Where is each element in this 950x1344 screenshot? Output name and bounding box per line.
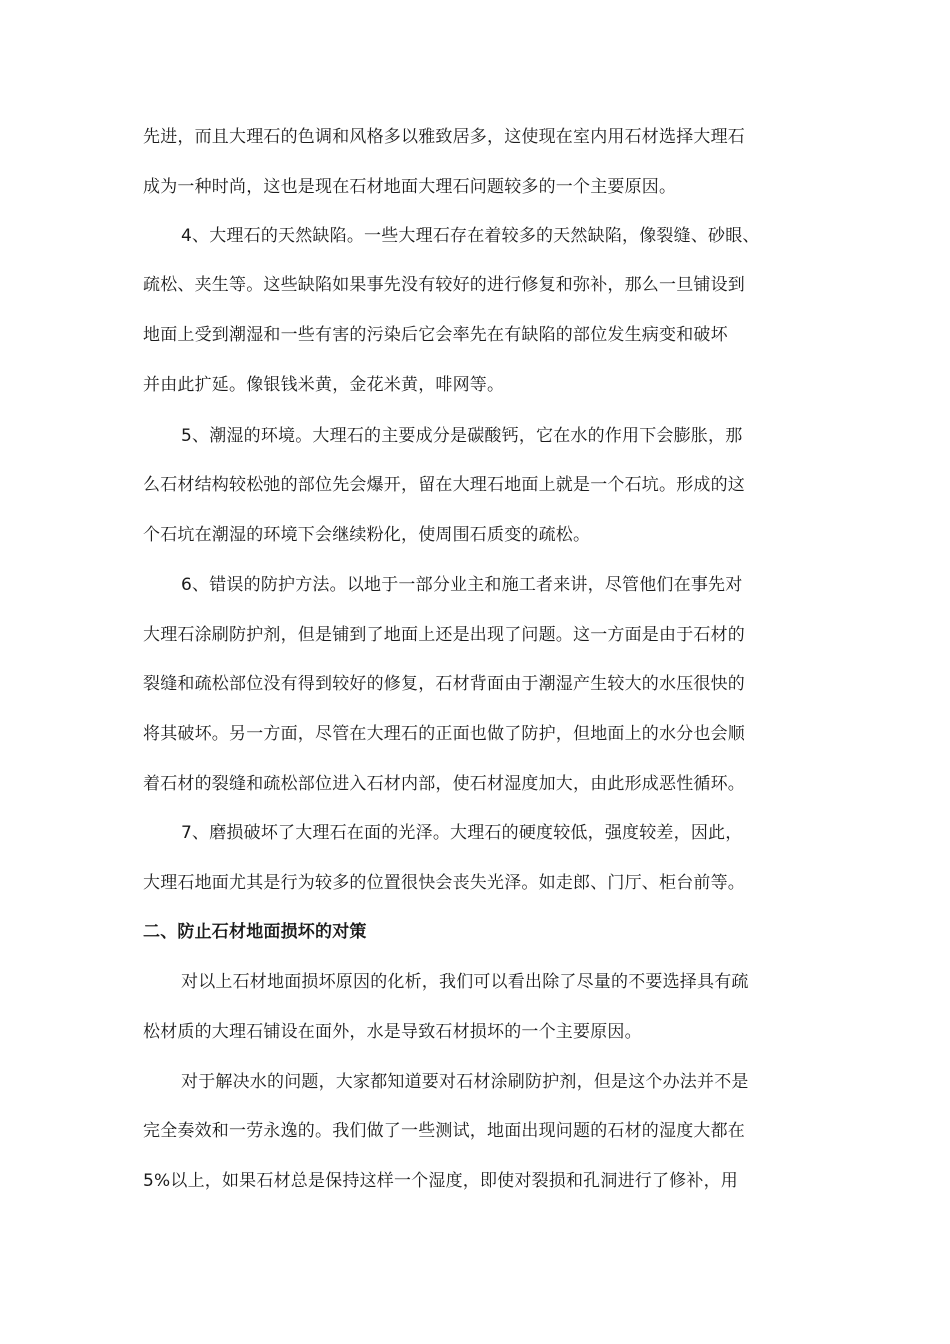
paragraph-line: 着石材的裂缝和疏松部位进入石材内部，使石材湿度加大，由此形成恶性循环。 bbox=[143, 774, 745, 794]
paragraph-line: 5%以上，如果石材总是保持这样一个湿度，即使对裂损和孔洞进行了修补，用 bbox=[143, 1171, 738, 1191]
paragraph-line: 对于解决水的问题，大家都知道要对石材涂刷防护剂，但是这个办法并不是 bbox=[181, 1072, 749, 1092]
paragraph-line: 大理石涂刷防护剂，但是铺到了地面上还是出现了问题。这一方面是由于石材的 bbox=[143, 625, 745, 645]
paragraph-line: 4、大理石的天然缺陷。一些大理石存在着较多的天然缺陷，像裂缝、砂眼、 bbox=[181, 226, 760, 246]
paragraph-line: 将其破坏。另一方面，尽管在大理石的正面也做了防护，但地面上的水分也会顺 bbox=[143, 724, 745, 744]
paragraph-line: 个石坑在潮湿的环境下会继续粉化，使周围石质变的疏松。 bbox=[143, 525, 591, 545]
paragraph-line: 么石材结构较松弛的部位先会爆开，留在大理石地面上就是一个石坑。形成的这 bbox=[143, 475, 745, 495]
section-heading: 二、防止石材地面损坏的对策 bbox=[143, 922, 367, 942]
paragraph-line: 疏松、夹生等。这些缺陷如果事先没有较好的进行修复和弥补，那么一旦铺设到 bbox=[143, 275, 745, 295]
paragraph-line: 先进，而且大理石的色调和风格多以雅致居多，这使现在室内用石材选择大理石 bbox=[143, 127, 745, 147]
paragraph-line: 7、磨损破坏了大理石在面的光泽。大理石的硬度较低，强度较差，因此， bbox=[181, 823, 743, 843]
paragraph-line: 完全奏效和一劳永逸的。我们做了一些测试，地面出现问题的石材的湿度大都在 bbox=[143, 1121, 745, 1141]
paragraph-line: 5、潮湿的环境。大理石的主要成分是碳酸钙，它在水的作用下会膨胀，那 bbox=[181, 426, 743, 446]
paragraph-line: 大理石地面尤其是行为较多的位置很快会丧失光泽。如走郎、门厅、柜台前等。 bbox=[143, 873, 745, 893]
paragraph-line: 地面上受到潮湿和一些有害的污染后它会率先在有缺陷的部位发生病变和破坏 bbox=[143, 325, 728, 345]
paragraph-line: 并由此扩延。像银钱米黄，金花米黄，啡网等。 bbox=[143, 375, 505, 395]
paragraph-line: 裂缝和疏松部位没有得到较好的修复，石材背面由于潮湿产生较大的水压很快的 bbox=[143, 674, 745, 694]
paragraph-line: 松材质的大理石铺设在面外，水是导致石材损坏的一个主要原因。 bbox=[143, 1022, 642, 1042]
paragraph-line: 6、错误的防护方法。以地于一部分业主和施工者来讲，尽管他们在事先对 bbox=[181, 575, 743, 595]
paragraph-line: 对以上石材地面损坏原因的化析，我们可以看出除了尽量的不要选择具有疏 bbox=[181, 972, 749, 992]
paragraph-line: 成为一种时尚，这也是现在石材地面大理石问题较多的一个主要原因。 bbox=[143, 177, 677, 197]
